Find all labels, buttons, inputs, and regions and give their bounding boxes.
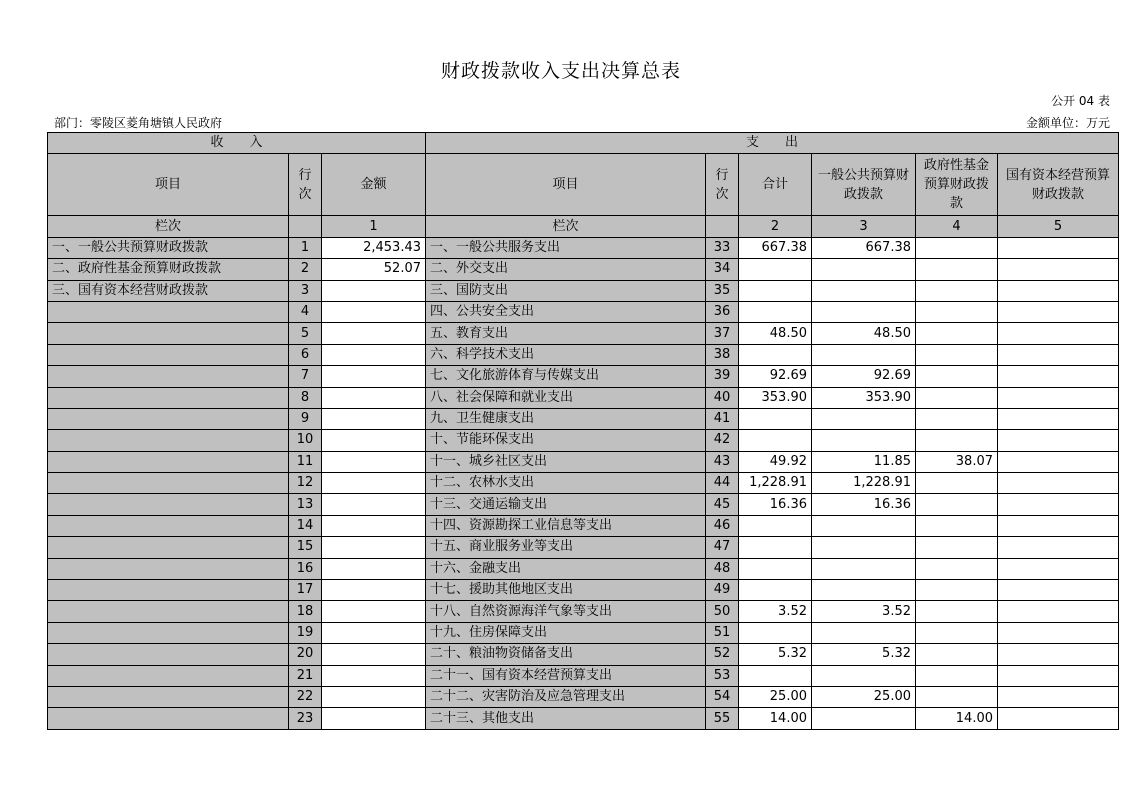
table-row [48,622,1119,643]
general-budget-cell: 16.36 [812,494,916,515]
amount-unit-label: 金额单位：万元 [1025,116,1110,130]
total-cell: 16.36 [739,494,812,515]
col-number-2: 2 [739,216,812,237]
income-item-cell [48,686,289,707]
state-capital-cell [998,622,1119,643]
total-cell: 92.69 [739,366,812,387]
expense-row-no-cell: 35 [706,280,739,301]
general-budget-cell: 3.52 [812,601,916,622]
income-item-cell [48,494,289,515]
state-capital-cell [998,259,1119,280]
gov-fund-cell [916,644,998,665]
income-row-no-cell: 14 [289,515,322,536]
col-number-5: 5 [998,216,1119,237]
income-amount-cell [322,451,426,472]
expense-row-no-cell: 36 [706,301,739,322]
income-row-no-cell: 4 [289,301,322,322]
general-budget-cell [812,301,916,322]
income-row-no-cell: 15 [289,537,322,558]
table-row [48,644,1119,665]
gov-fund-cell [916,280,998,301]
table-row [48,515,1119,536]
gov-fund-cell: 38.07 [916,451,998,472]
section-header-row [48,133,1119,154]
column-number-row [48,216,1119,237]
general-budget-cell [812,708,916,729]
expense-item-cell: 二、外交支出 [426,259,706,280]
income-amount-cell [322,708,426,729]
table-row [48,537,1119,558]
general-budget-cell: 11.85 [812,451,916,472]
total-cell: 1,228.91 [739,473,812,494]
income-row-no-cell: 6 [289,344,322,365]
col-number-1: 1 [322,216,426,237]
total-cell [739,430,812,451]
expense-item-cell: 十九、住房保障支出 [426,622,706,643]
gov-fund-cell [916,408,998,429]
income-row-no-header: 行次 [289,154,322,216]
income-row-no-cell: 1 [289,237,322,258]
expense-row-no-cell: 46 [706,515,739,536]
gov-fund-cell [916,665,998,686]
general-budget-cell: 667.38 [812,237,916,258]
total-cell: 3.52 [739,601,812,622]
income-item-cell: 一、一般公共预算财政拨款 [48,237,289,258]
income-row-no-cell: 17 [289,580,322,601]
gov-fund-cell [916,686,998,707]
gov-fund-cell [916,366,998,387]
expense-row-no-cell: 41 [706,408,739,429]
expense-row-no-cell: 43 [706,451,739,472]
income-row-no-cell: 8 [289,387,322,408]
total-cell [739,408,812,429]
gov-fund-cell [916,515,998,536]
income-item-cell [48,408,289,429]
income-row-no-cell: 2 [289,259,322,280]
income-row-no-cell: 3 [289,280,322,301]
income-amount-cell [322,387,426,408]
gov-fund-cell [916,494,998,515]
expense-item-cell: 五、教育支出 [426,323,706,344]
general-budget-cell [812,665,916,686]
state-capital-cell [998,473,1119,494]
income-row-no-blank [289,216,322,237]
gov-fund-cell [916,344,998,365]
income-item-cell [48,387,289,408]
state-capital-cell [998,323,1119,344]
income-row-no-cell: 18 [289,601,322,622]
state-capital-cell [998,558,1119,579]
total-cell [739,515,812,536]
general-budget-cell [812,430,916,451]
state-capital-cell [998,708,1119,729]
expense-section-header: 支 出 [426,133,1119,154]
expense-item-cell: 十三、交通运输支出 [426,494,706,515]
expense-row-no-cell: 45 [706,494,739,515]
state-capital-cell [998,601,1119,622]
expense-item-cell: 十、节能环保支出 [426,430,706,451]
expense-row-no-cell: 53 [706,665,739,686]
gov-fund-cell [916,558,998,579]
income-item-cell [48,473,289,494]
income-col-label: 栏次 [48,216,289,237]
table-row [48,237,1119,258]
gov-fund-cell [916,622,998,643]
income-amount-header: 金额 [322,154,426,216]
expense-item-cell: 一、一般公共服务支出 [426,237,706,258]
table-row [48,259,1119,280]
table-row [48,686,1119,707]
income-item-header: 项目 [48,154,289,216]
gov-fund-cell: 14.00 [916,708,998,729]
expense-row-no-cell: 48 [706,558,739,579]
income-amount-cell [322,515,426,536]
expense-row-no-cell: 49 [706,580,739,601]
general-budget-cell [812,580,916,601]
expense-row-no-cell: 40 [706,387,739,408]
expense-item-cell: 二十一、国有资本经营预算支出 [426,665,706,686]
income-item-cell [48,323,289,344]
state-capital-cell [998,430,1119,451]
table-row [48,301,1119,322]
gov-fund-cell [916,387,998,408]
income-row-no-cell: 9 [289,408,322,429]
expense-row-no-cell: 54 [706,686,739,707]
total-cell [739,580,812,601]
expense-row-no-cell: 44 [706,473,739,494]
total-cell [739,280,812,301]
income-item-cell [48,515,289,536]
table-body [48,133,1119,730]
general-budget-cell [812,515,916,536]
income-item-cell [48,708,289,729]
state-capital-cell [998,387,1119,408]
total-cell: 5.32 [739,644,812,665]
table-row [48,601,1119,622]
state-capital-cell [998,580,1119,601]
expense-item-cell: 七、文化旅游体育与传媒支出 [426,366,706,387]
expense-item-cell: 三、国防支出 [426,280,706,301]
income-item-cell [48,301,289,322]
total-cell: 667.38 [739,237,812,258]
gov-fund-cell [916,237,998,258]
gov-fund-cell [916,473,998,494]
income-amount-cell [322,344,426,365]
income-row-no-cell: 19 [289,622,322,643]
gov-fund-header: 政府性基金预算财政拨款 [916,154,998,216]
expense-row-no-cell: 38 [706,344,739,365]
income-amount-cell [322,601,426,622]
expense-row-no-header: 行次 [706,154,739,216]
expense-item-cell: 十六、金融支出 [426,558,706,579]
expense-item-cell: 九、卫生健康支出 [426,408,706,429]
general-budget-cell [812,259,916,280]
state-capital-cell [998,408,1119,429]
income-amount-cell [322,580,426,601]
expense-item-cell: 十七、援助其他地区支出 [426,580,706,601]
income-item-cell [48,601,289,622]
table-row [48,366,1119,387]
general-budget-cell: 25.00 [812,686,916,707]
expense-row-no-cell: 39 [706,366,739,387]
state-capital-cell [998,344,1119,365]
general-budget-cell [812,280,916,301]
income-item-cell [48,430,289,451]
budget-table [47,132,1119,730]
total-cell [739,344,812,365]
expense-row-no-blank [706,216,739,237]
total-cell: 353.90 [739,387,812,408]
state-capital-cell [998,366,1119,387]
expense-row-no-cell: 50 [706,601,739,622]
total-cell [739,622,812,643]
income-row-no-cell: 16 [289,558,322,579]
income-item-cell [48,622,289,643]
table-row [48,494,1119,515]
expense-row-no-cell: 37 [706,323,739,344]
expense-item-cell: 四、公共安全支出 [426,301,706,322]
income-item-cell [48,344,289,365]
general-budget-cell: 5.32 [812,644,916,665]
table-row [48,580,1119,601]
income-amount-cell [322,280,426,301]
income-row-no-cell: 7 [289,366,322,387]
income-item-cell [48,558,289,579]
general-budget-cell [812,408,916,429]
gov-fund-cell [916,323,998,344]
gov-fund-cell [916,301,998,322]
general-budget-cell: 1,228.91 [812,473,916,494]
income-row-no-cell: 12 [289,473,322,494]
income-row-no-cell: 13 [289,494,322,515]
income-row-no-cell: 5 [289,323,322,344]
total-cell [739,301,812,322]
expense-item-header: 项目 [426,154,706,216]
state-capital-cell [998,665,1119,686]
expense-row-no-cell: 34 [706,259,739,280]
income-item-cell [48,537,289,558]
general-budget-cell [812,344,916,365]
state-capital-cell [998,515,1119,536]
income-amount-cell [322,473,426,494]
income-item-cell [48,665,289,686]
expense-row-no-cell: 33 [706,237,739,258]
income-row-no-cell: 22 [289,686,322,707]
income-row-no-cell: 20 [289,644,322,665]
expense-item-cell: 十一、城乡社区支出 [426,451,706,472]
expense-row-no-cell: 42 [706,430,739,451]
income-amount-cell: 52.07 [322,259,426,280]
income-amount-cell [322,430,426,451]
table-row [48,708,1119,729]
income-amount-cell [322,366,426,387]
expense-item-cell: 十二、农林水支出 [426,473,706,494]
state-capital-cell [998,301,1119,322]
state-capital-cell [998,644,1119,665]
income-amount-cell [322,644,426,665]
total-cell: 14.00 [739,708,812,729]
gov-fund-cell [916,537,998,558]
expense-row-no-cell: 52 [706,644,739,665]
income-amount-cell [322,408,426,429]
table-row [48,387,1119,408]
income-row-no-cell: 11 [289,451,322,472]
expense-item-cell: 二十二、灾害防治及应急管理支出 [426,686,706,707]
income-amount-cell [322,622,426,643]
expense-item-cell: 二十三、其他支出 [426,708,706,729]
form-number: 公开 04 表 [1051,94,1110,108]
general-budget-cell: 92.69 [812,366,916,387]
income-item-cell [48,451,289,472]
table-row [48,451,1119,472]
income-amount-cell: 2,453.43 [322,237,426,258]
state-capital-cell [998,494,1119,515]
income-amount-cell [322,494,426,515]
total-cell [739,665,812,686]
expense-item-cell: 二十、粮油物资储备支出 [426,644,706,665]
general-budget-cell: 48.50 [812,323,916,344]
total-cell: 48.50 [739,323,812,344]
total-cell [739,537,812,558]
state-capital-cell [998,686,1119,707]
income-item-cell [48,366,289,387]
state-capital-cell [998,280,1119,301]
total-cell [739,259,812,280]
income-item-cell: 三、国有资本经营财政拨款 [48,280,289,301]
income-row-no-cell: 21 [289,665,322,686]
table-row [48,430,1119,451]
income-amount-cell [322,301,426,322]
table-row [48,408,1119,429]
general-budget-cell [812,537,916,558]
income-amount-cell [322,665,426,686]
department-label: 部门：零陵区菱角塘镇人民政府 [54,116,223,130]
table-row [48,665,1119,686]
table-row [48,280,1119,301]
expense-item-cell: 十四、资源勘探工业信息等支出 [426,515,706,536]
state-capital-cell [998,451,1119,472]
income-row-no-cell: 23 [289,708,322,729]
expense-item-cell: 六、科学技术支出 [426,344,706,365]
expense-row-no-cell: 55 [706,708,739,729]
expense-item-cell: 十八、自然资源海洋气象等支出 [426,601,706,622]
income-item-cell [48,580,289,601]
state-capital-cell [998,537,1119,558]
income-row-no-cell: 10 [289,430,322,451]
total-cell: 49.92 [739,451,812,472]
income-item-cell: 二、政府性基金预算财政拨款 [48,259,289,280]
expense-item-cell: 十五、商业服务业等支出 [426,537,706,558]
state-capital-header: 国有资本经营预算财政拨款 [998,154,1119,216]
income-amount-cell [322,537,426,558]
report-title: 财政拨款收入支出决算总表 [440,60,681,82]
gov-fund-cell [916,430,998,451]
expense-row-no-cell: 51 [706,622,739,643]
gov-fund-cell [916,601,998,622]
general-budget-cell [812,558,916,579]
table-row [48,323,1119,344]
gov-fund-cell [916,580,998,601]
col-number-4: 4 [916,216,998,237]
income-amount-cell [322,323,426,344]
income-item-cell [48,644,289,665]
total-cell [739,558,812,579]
general-budget-header: 一般公共预算财政拨款 [812,154,916,216]
expense-item-cell: 八、社会保障和就业支出 [426,387,706,408]
income-amount-cell [322,558,426,579]
income-section-header: 收 入 [48,133,426,154]
gov-fund-cell [916,259,998,280]
table-row [48,473,1119,494]
expense-row-no-cell: 47 [706,537,739,558]
general-budget-cell: 353.90 [812,387,916,408]
general-budget-cell [812,622,916,643]
expense-col-label: 栏次 [426,216,706,237]
state-capital-cell [998,237,1119,258]
total-cell: 25.00 [739,686,812,707]
table-row [48,344,1119,365]
income-amount-cell [322,686,426,707]
total-header: 合计 [739,154,812,216]
column-header-row [48,154,1119,216]
col-number-3: 3 [812,216,916,237]
table-row [48,558,1119,579]
